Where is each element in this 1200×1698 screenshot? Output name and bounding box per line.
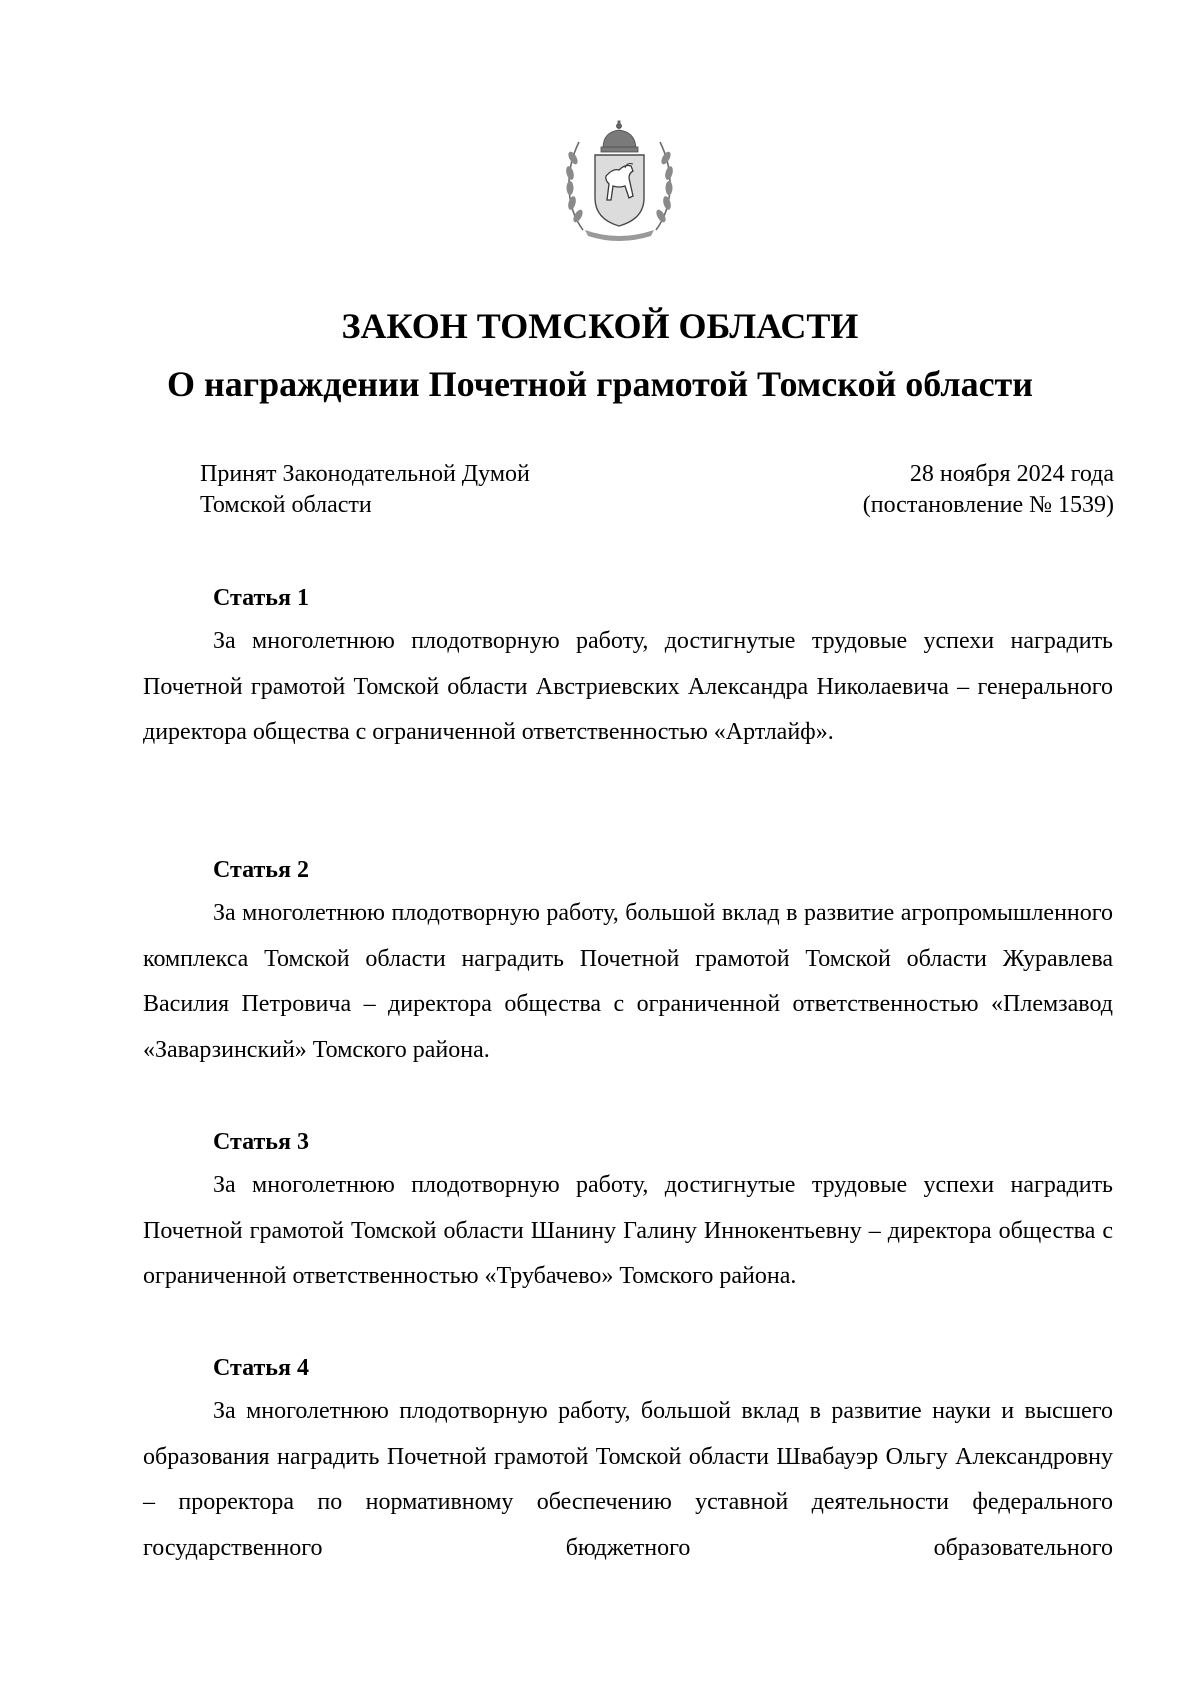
article-2-text: За многолетнюю плодотворную работу, большой вклад в развитие агропромышленного комплекса Томской области наградить Почетной грамотой Томской области Журавлева Василия Петровича – директора общества с ограниченной ответственностью «Племзавод «Заварзинский» Томского района. bbox=[143, 900, 1113, 1063]
tomsk-coat-of-arms-icon bbox=[563, 118, 676, 242]
article-3-heading: Статья 3 bbox=[213, 1129, 309, 1155]
article-3-text: За многолетнюю плодотворную работу, достигнутые трудовые успехи наградить Почетной грамотой Томской области Шанину Галину Иннокентьевну – директора общества с ограниченной ответственностью «Трубачево» Томского района. bbox=[143, 1172, 1113, 1289]
document-subtitle: О награждении Почетной грамотой Томской области bbox=[167, 364, 1033, 404]
article-1-heading: Статья 1 bbox=[213, 585, 309, 611]
adoption-authority-line1: Принят Законодательной Думой bbox=[200, 461, 530, 487]
adoption-date bbox=[863, 459, 1114, 521]
article-4-text: За многолетнюю плодотворную работу, большой вклад в развитие науки и высшего образования наградить Почетной грамотой Томской области Швабауэр Ольгу Александровну – проректора по нормативному обеспечению уставной деятельности федерального государственного бюджетного образовательного bbox=[143, 1398, 1113, 1561]
adoption-authority-line2: Томской области bbox=[200, 492, 372, 518]
adoption-resolution-line: (постановление № 1539) bbox=[862, 492, 1114, 518]
adoption-date-line: 28 ноября 2024 года bbox=[909, 461, 1114, 487]
article-2-heading: Статья 2 bbox=[213, 857, 309, 883]
article-1-text: За многолетнюю плодотворную работу, достигнутые трудовые успехи наградить Почетной грамотой Томской области Австриевских Александра Николаевича – генерального директора общества с ограниченной ответственностью «Артлайф». bbox=[143, 628, 1113, 745]
adoption-authority bbox=[200, 459, 530, 521]
document-title: ЗАКОН ТОМСКОЙ ОБЛАСТИ bbox=[341, 306, 859, 346]
article-4-heading: Статья 4 bbox=[213, 1355, 309, 1381]
